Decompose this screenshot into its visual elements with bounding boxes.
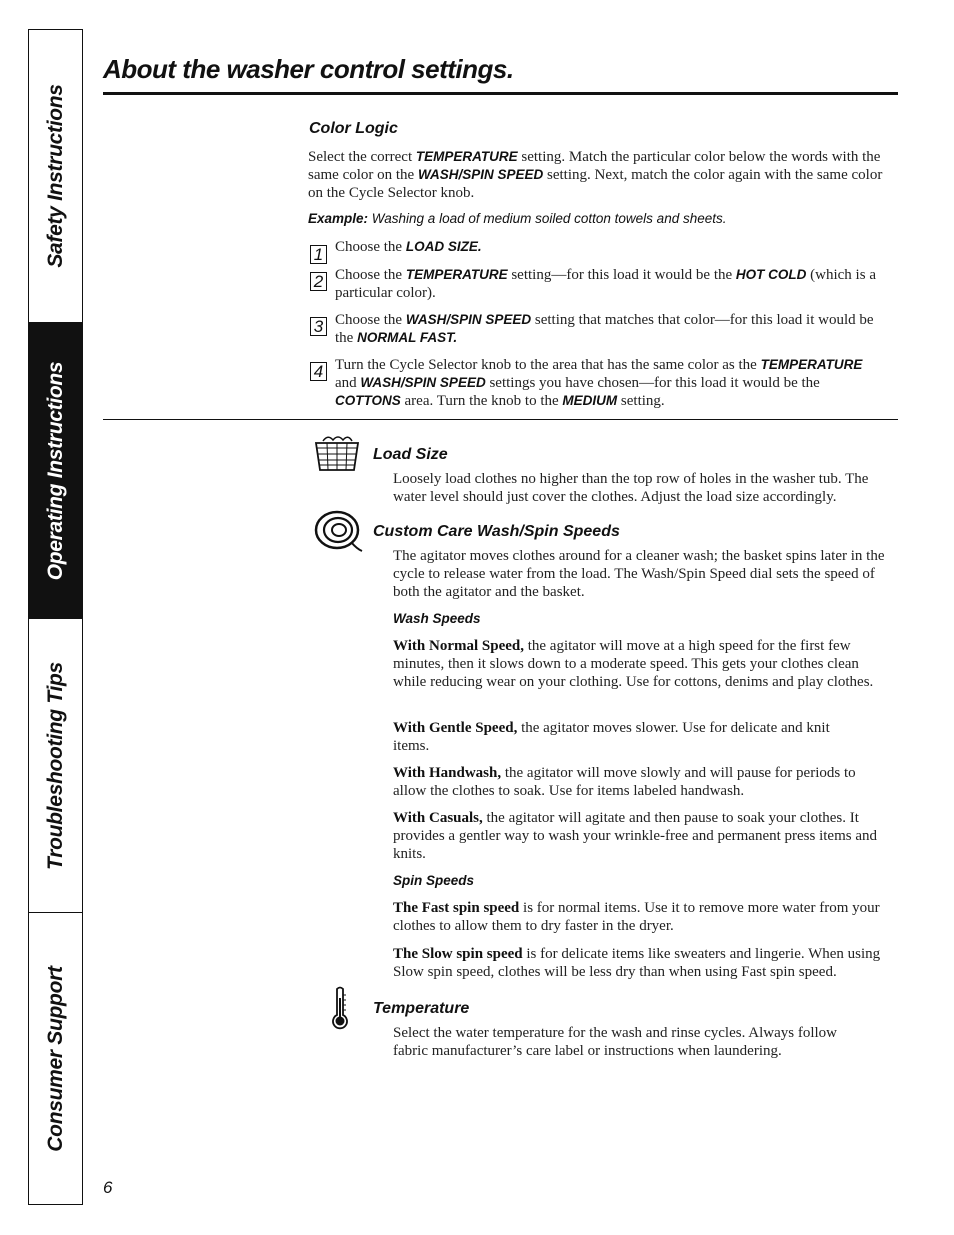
load-size-text: Loosely load clothes no higher than the top row of holes in the washer tub. The water level should just cover the clothes. Adjust the load size accordingly. (393, 471, 869, 505)
step-text: Choose the TEMPERATURE setting—for this load it would be the HOT COLD (which is a particular color). (335, 267, 876, 301)
tab-label: Operating Instructions (43, 361, 67, 580)
laundry-basket-icon (314, 434, 360, 477)
page-title: About the washer control settings. (103, 54, 514, 84)
tab-label: Safety Instructions (43, 84, 67, 268)
spiral-icon (313, 509, 363, 558)
example-line: Example: Washing a load of medium soiled cotton towels and sheets. (308, 211, 727, 226)
temperature-heading: Temperature (373, 1000, 470, 1017)
step-text: Choose the LOAD SIZE. (335, 239, 482, 255)
temperature-text: Select the water temperature for the wash and rinse cycles. Always follow fabric manufacturer’s care label or instructions when laundering. (393, 1025, 838, 1059)
wash-speed-item: With Casuals, the agitator will agitate and then pause to soak your clothes. It provides a gentler way to wash your wrinkle-free and permanent press items and knits. (393, 810, 878, 862)
tab-label: Troubleshooting Tips (43, 661, 67, 870)
wash-speed-item: With Normal Speed, the agitator will move at a high speed for the first few minutes, then it slows down to a moderate speed. This gets your clothes clean while reducing wear on your clothing. Use for cottons, denims and play clothes. (393, 638, 874, 690)
title-rule (103, 92, 898, 95)
tab-operating-instructions[interactable] (29, 323, 82, 619)
tab-safety-instructions[interactable] (29, 30, 82, 323)
spin-speed-item: The Fast spin speed is for normal items. Use it to remove more water from your clothes to allow them to dry faster in the dryer. (393, 900, 880, 934)
spin-speeds-heading: Spin Speeds (393, 873, 475, 888)
thermometer-icon (330, 986, 350, 1035)
custom-care-heading: Custom Care Wash/Spin Speeds (373, 523, 620, 540)
step-number: 2 (310, 272, 327, 291)
tab-consumer-support[interactable] (29, 913, 82, 1204)
custom-care-text: The agitator moves clothes around for a cleaner wash; the basket spins later in the cycle to release water from the load. The Wash/Spin Speed dial sets the speed of both the agitator and the basket. (393, 548, 885, 600)
wash-speed-item: With Handwash, the agitator will move slowly and will pause for periods to allow the clothes to soak. Use for items labeled handwash. (393, 765, 856, 799)
page-number: 6 (103, 1178, 113, 1197)
step-number: 4 (310, 362, 327, 381)
wash-speeds-heading: Wash Speeds (393, 611, 481, 626)
step-text: Turn the Cycle Selector knob to the area that has the same color as the TEMPERATURE and WASH/SPIN SPEED settings you have chosen—for this load it would be the COTTONS area. Turn the knob to the MEDIUM setting. (335, 357, 863, 409)
color-logic-heading: Color Logic (309, 120, 398, 137)
sidebar-tabs (28, 29, 83, 1205)
section-divider (103, 419, 898, 420)
color-logic-intro: Select the correct TEMPERATURE setting. Match the particular color below the words with the same color on the WASH/SPIN SPEED setting. Next, match the color again with the same color on the Cycle Selector knob. (308, 149, 883, 201)
step-number: 3 (310, 317, 327, 336)
step-text: Choose the WASH/SPIN SPEED setting that matches that color—for this load it would be the NORMAL FAST. (335, 312, 874, 346)
spin-speed-item: The Slow spin speed is for delicate items like sweaters and lingerie. When using Slow spin speed, clothes will be less dry than when using Fast spin speed. (393, 946, 881, 980)
wash-speed-item: With Gentle Speed, the agitator moves slower. Use for delicate and knit items. (393, 720, 830, 754)
load-size-heading: Load Size (373, 446, 448, 463)
tab-troubleshooting-tips[interactable] (29, 619, 82, 913)
tab-label: Consumer Support (43, 965, 67, 1152)
step-number: 1 (310, 245, 327, 264)
